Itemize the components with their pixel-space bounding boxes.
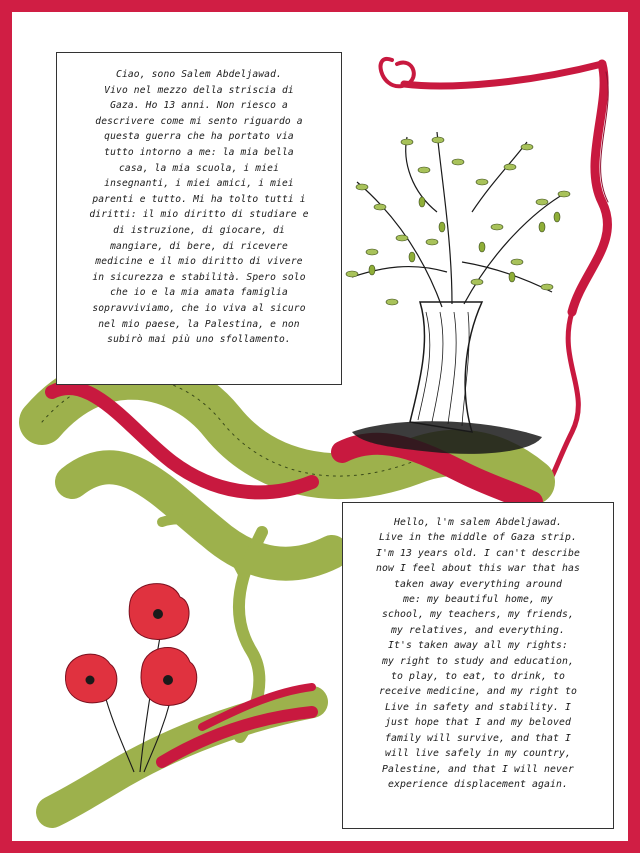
letter-english: Hello, l'm salem Abdeljawad. Live in the middle of Gaza strip. I'm 13 years old. I can't describe now I feel about this war that has taken away everything around me: my beautiful home, my school, my teachers, my friends, my relatives, and everything. It's taken away all my rights: my right to study and education, to play, to eat, to drink, to receive medicine, and my right to Live in safety and stability. I just hope that I and my beloved family will survive, and that I will live safely in my country, Palestine, and that I will never experience displacement again. xyxy=(342,502,614,829)
letter-italian: Ciao, sono Salem Abdeljawad. Vivo nel mezzo della striscia di Gaza. Ho 13 anni. Non riesco a descrivere come mi sento riguardo a questa guerra che ha portato via tutto intorno a me: la mia bella casa, la mia scuola, i miei insegnanti, i miei amici, i miei parenti e tutto. Mi ha tolto tutti i diritti: il mio diritto di studiare e di istruzione, di giocare, di mangiare, di bere, di ricevere medicine e il mio diritto di vivere in sicurezza e stabilità. Spero solo che io e la mia amata famiglia sopravviviamo, che io viva al sicuro nel mio paese, la Palestina, e non subirò mai più uno sfollamento. xyxy=(56,52,342,385)
olive-tree-icon xyxy=(346,132,570,454)
